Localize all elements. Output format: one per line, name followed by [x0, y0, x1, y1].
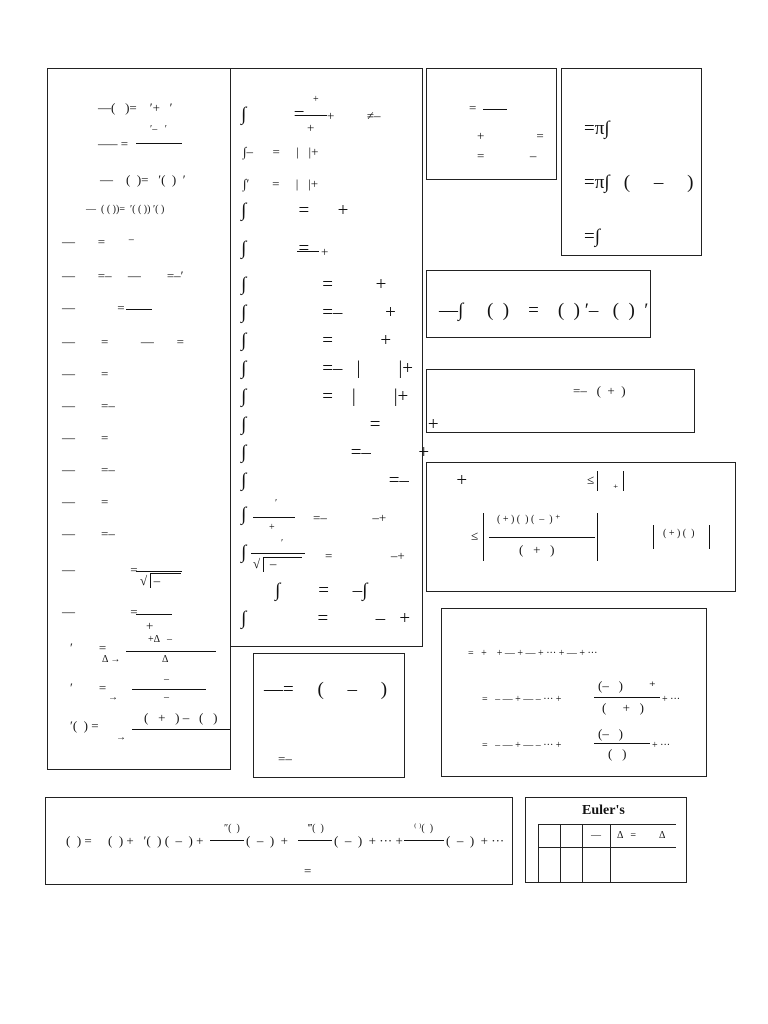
series-sin-num: (– ) ⁺ — [598, 678, 656, 693]
formula-sin: — = — [62, 366, 109, 381]
identity-box-a — [426, 68, 557, 180]
euler-cell — [538, 824, 561, 848]
formula-cos: — =– — [62, 398, 115, 413]
formula-power: — = ⁻ — [62, 234, 135, 249]
volume-shell: =∫ — [584, 226, 600, 247]
fraction-bar — [136, 614, 172, 615]
formula-def-x-limit: → — [108, 692, 118, 703]
series-cos-num: (– ) — [598, 726, 623, 741]
radical-sign — [150, 573, 181, 588]
abs-bar — [597, 513, 598, 561]
euler-table — [538, 824, 676, 882]
integral-power: ∫ = — [241, 104, 305, 125]
formula-quotient-rule-lhs: —– = — [98, 136, 129, 151]
formula-def-delta: ′ = — [70, 640, 107, 655]
fraction-bar — [136, 143, 182, 144]
formula-arctan-denom: + — [146, 618, 154, 633]
formula-def-delta-limit: Δ → — [102, 654, 123, 665]
taylor-lhs: ( ) = ( ) + ′( ) ( – ) + — [66, 833, 204, 848]
euler-cell — [582, 847, 611, 882]
integral-tan: ∫ =– | |+ — [241, 358, 413, 379]
fraction-bar — [251, 553, 305, 554]
fraction-bar — [489, 537, 595, 538]
integrals-box — [230, 68, 468, 647]
integral-cos: ∫ =– + — [241, 302, 396, 323]
taylor-term3-tail: ( – ) + ··· — [446, 833, 505, 848]
fraction-bar — [210, 840, 244, 841]
fraction-bar — [594, 743, 650, 744]
error-denominator: ( + ) — [519, 542, 555, 557]
euler-header-col3: — — [591, 830, 601, 841]
euler-cell — [582, 824, 611, 848]
formula-csc: — =– — [62, 526, 115, 541]
taylor-box — [45, 797, 513, 885]
integral-power-num: + — [313, 94, 319, 105]
abs-bar — [597, 471, 598, 491]
series-cos-tail: + ··· — [652, 740, 671, 751]
formula-exp-log: — =– — =–′ — [62, 268, 184, 283]
series-box — [441, 608, 707, 777]
formula-quotient-rule-num: ′– ′ — [150, 124, 167, 135]
error-numerator: ( + ) ( ) ( – ) ⁺ — [497, 514, 561, 525]
integral-power-tail: + ≠– — [327, 108, 381, 123]
euler-box — [525, 797, 687, 883]
error-right: ( + ) ( ) — [663, 528, 695, 539]
integral-arctan-tail: =– –+ — [313, 510, 387, 525]
integral-exp: ∫ = + — [241, 200, 349, 221]
integral-csc-cot: ∫ =– + — [241, 442, 430, 463]
series-cos-den: ( ) — [608, 746, 627, 761]
formula-chain-rule-composite: — ( ( ))= ′( ( )) ′( ) — [86, 204, 165, 215]
fraction-bar — [297, 115, 327, 116]
abs-bar — [653, 525, 654, 549]
integral-power-den: + — [307, 120, 315, 135]
identity-g-line2: =– — [278, 751, 292, 766]
formula-log-base: — = — [62, 300, 125, 315]
euler-title: Euler's — [582, 803, 625, 818]
formula-def-h: ′( ) = — [70, 718, 99, 733]
fraction-bar — [253, 517, 295, 518]
series-sin: = – — + — – ··· + — [482, 694, 562, 705]
volume-disk: =π∫ — [584, 118, 610, 139]
euler-cell — [560, 847, 583, 882]
series-sin-tail: + ··· — [662, 694, 681, 705]
integral-last: ∫ = – + — [241, 608, 411, 629]
euler-header-col5: Δ — [659, 830, 666, 841]
fraction-bar — [126, 651, 216, 652]
fraction-bar — [594, 697, 660, 698]
series-exp: = + + — + — + ··· + — + ··· — [468, 648, 598, 659]
formula-cot: — =– — [62, 462, 115, 477]
formula-arcsin: — = — [62, 562, 138, 577]
integral-log-derivative: ∫′ = | |+ — [243, 176, 319, 191]
integral-csc2: ∫ =– + — [241, 470, 468, 491]
derivatives-box — [47, 68, 231, 770]
formula-def-x: ′ = — [70, 680, 107, 695]
formula-chain-rule: — ( )= ′( ) ′ — [100, 172, 186, 187]
formula-product-rule: —( )= ′+ ′ — [98, 100, 173, 115]
taylor-sum: = — [304, 863, 312, 878]
integral-by-parts: ∫ = –∫ — [275, 580, 368, 601]
error-left-sign: ≤ — [471, 528, 479, 543]
formula-sec: — = — [62, 494, 109, 509]
euler-cell — [560, 824, 583, 848]
identity-box-g — [253, 653, 405, 778]
identity-a-line3: = – — [477, 148, 537, 163]
integral-arcsin-den: √ – — [253, 556, 277, 571]
integral-arcsin: ∫ — [241, 542, 247, 563]
integral-exp-base-tail: + — [321, 244, 329, 259]
taylor-term1-num: ″( ) — [224, 823, 240, 834]
radical-sign — [263, 557, 302, 572]
formula-def-delta-num: +Δ – — [148, 634, 173, 645]
integral-arctan-num: ′ — [275, 498, 278, 509]
volume-box — [561, 68, 702, 256]
integral-reciprocal: ∫– = | |+ — [243, 144, 319, 159]
volume-washer: =π∫ ( – ) — [584, 172, 694, 193]
formula-def-x-den: – — [164, 692, 169, 703]
parts-box — [426, 270, 651, 338]
identity-box-d — [426, 369, 695, 433]
error-bound-box — [426, 462, 736, 592]
taylor-term2-num: ‴( ) — [308, 823, 324, 834]
integral-sec2: ∫ = + — [241, 330, 392, 351]
integral-exp-base: ∫ = — [241, 238, 310, 259]
series-cos: = – — + — – ··· + — [482, 740, 562, 751]
error-line1-sub: ₊ — [613, 480, 619, 491]
integral-sec: ∫ = | |+ — [241, 386, 409, 407]
fraction-bar — [404, 840, 444, 841]
integral-sec-tan: ∫ = + — [241, 414, 439, 435]
taylor-term2-tail: ( – ) + ··· + — [334, 833, 403, 848]
formula-sin-cos: — = — = — [62, 334, 184, 349]
taylor-term1-tail: ( – ) + — [246, 833, 288, 848]
taylor-term3-num: ⁽ ⁾( ) — [414, 823, 434, 834]
abs-bar — [483, 513, 484, 561]
abs-bar — [623, 471, 624, 491]
fraction-bar — [297, 251, 319, 252]
integral-sin: ∫ = + — [241, 274, 387, 295]
euler-cell — [610, 847, 676, 882]
parts-formula: —∫ ( ) = ( ) ′– ( ) ′ — [439, 300, 649, 321]
fraction-bar — [483, 109, 507, 110]
fraction-bar — [136, 571, 182, 572]
error-line1: ≤ — [587, 472, 595, 487]
formula-def-h-limit: → — [116, 732, 126, 743]
integral-arctan: ∫ — [241, 504, 247, 525]
euler-cell — [538, 847, 561, 882]
euler-header-col4: Δ = — [617, 830, 637, 841]
identity-d-formula: =– ( + ) — [573, 383, 626, 398]
fraction-bar — [132, 729, 230, 730]
abs-bar — [709, 525, 710, 549]
formula-def-delta-den: Δ — [162, 654, 169, 665]
identity-a-line1: = — [469, 100, 477, 115]
formula-def-x-num: – — [164, 674, 169, 685]
fraction-bar — [298, 840, 332, 841]
formula-tan: — = — [62, 430, 109, 445]
formula-def-h-num: ( + ) – ( ) — [144, 710, 218, 725]
formula-arctan: — = — [62, 604, 138, 619]
identity-g-line1: —= ( – ) — [264, 679, 388, 700]
fraction-bar — [132, 689, 206, 690]
fraction-bar — [126, 309, 152, 310]
identity-a-line2: + = — [477, 128, 544, 143]
formula-arcsin-denom: √ – — [140, 573, 161, 588]
series-sin-den: ( + ) — [602, 700, 644, 715]
euler-cell — [610, 824, 676, 848]
integral-arcsin-tail: = –+ — [325, 548, 405, 563]
integral-arcsin-num: ′ — [281, 538, 284, 549]
integral-arctan-den: + — [269, 522, 275, 533]
